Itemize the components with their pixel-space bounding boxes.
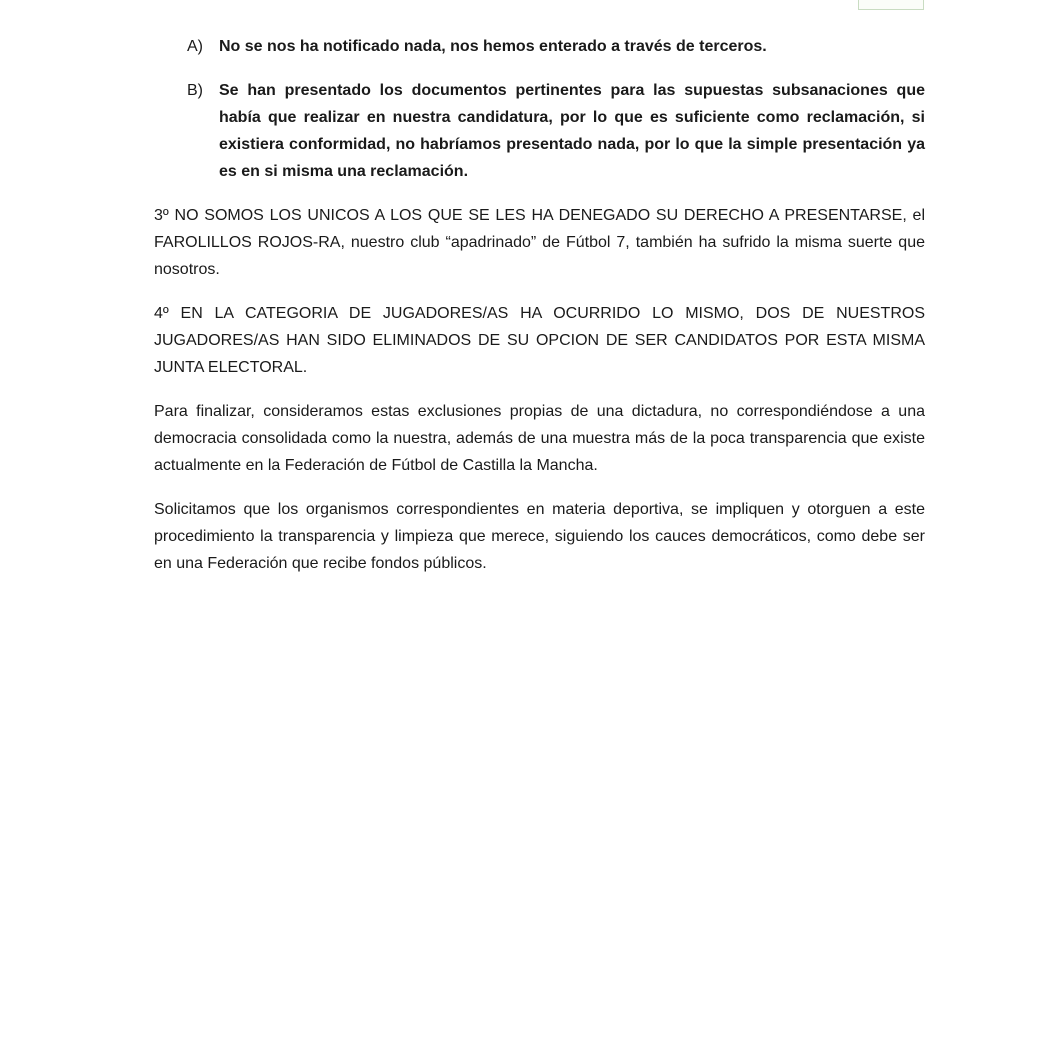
paragraph-point-3: 3º NO SOMOS LOS UNICOS A LOS QUE SE LES HA DENEGADO SU DERECHO A PRESENTARSE, el FAROLILLOS ROJOS-RA, nuestro club “apadrinado” de Fútbol 7, también ha sufrido la misma suerte que nosotros.: [154, 207, 925, 278]
corner-stamp-box: [858, 0, 924, 10]
list-item-text: Se han presentado los documentos pertinentes para las supuestas subsanaciones que había que realizar en nuestra candidatura, por lo que es suficiente como reclamación, si existiera conformidad, no habríamos presentado nada, por lo que la simple presentación ya es en si misma una reclamación.: [219, 82, 925, 180]
document-body: [154, 33, 925, 594]
list-marker: A): [187, 38, 203, 55]
paragraph-point-4: 4º EN LA CATEGORIA DE JUGADORES/AS HA OCURRIDO LO MISMO, DOS DE NUESTROS JUGADORES/AS HAN SIDO ELIMINADOS DE SU OPCION DE SER CANDIDATOS POR ESTA MISMA JUNTA ELECTORAL.: [154, 305, 925, 376]
list-item-b: [154, 77, 925, 185]
paragraph-conclusion: Para finalizar, consideramos estas exclusiones propias de una dictadura, no correspondiéndose a una democracia consolidada como la nuestra, además de una muestra más de la poca transparencia que existe actualmente en la Federación de Fútbol de Castilla la Mancha.: [154, 403, 925, 474]
list-item-text: No se nos ha notificado nada, nos hemos enterado a través de terceros.: [219, 38, 767, 55]
paragraph-request: Solicitamos que los organismos correspondientes en materia deportiva, se impliquen y otorguen a este procedimiento la transparencia y limpieza que merece, siguiendo los cauces democráticos, como debe ser en una Federación que recibe fondos públicos.: [154, 501, 925, 572]
list-item-a: [154, 33, 925, 60]
list-marker: B): [187, 82, 203, 99]
